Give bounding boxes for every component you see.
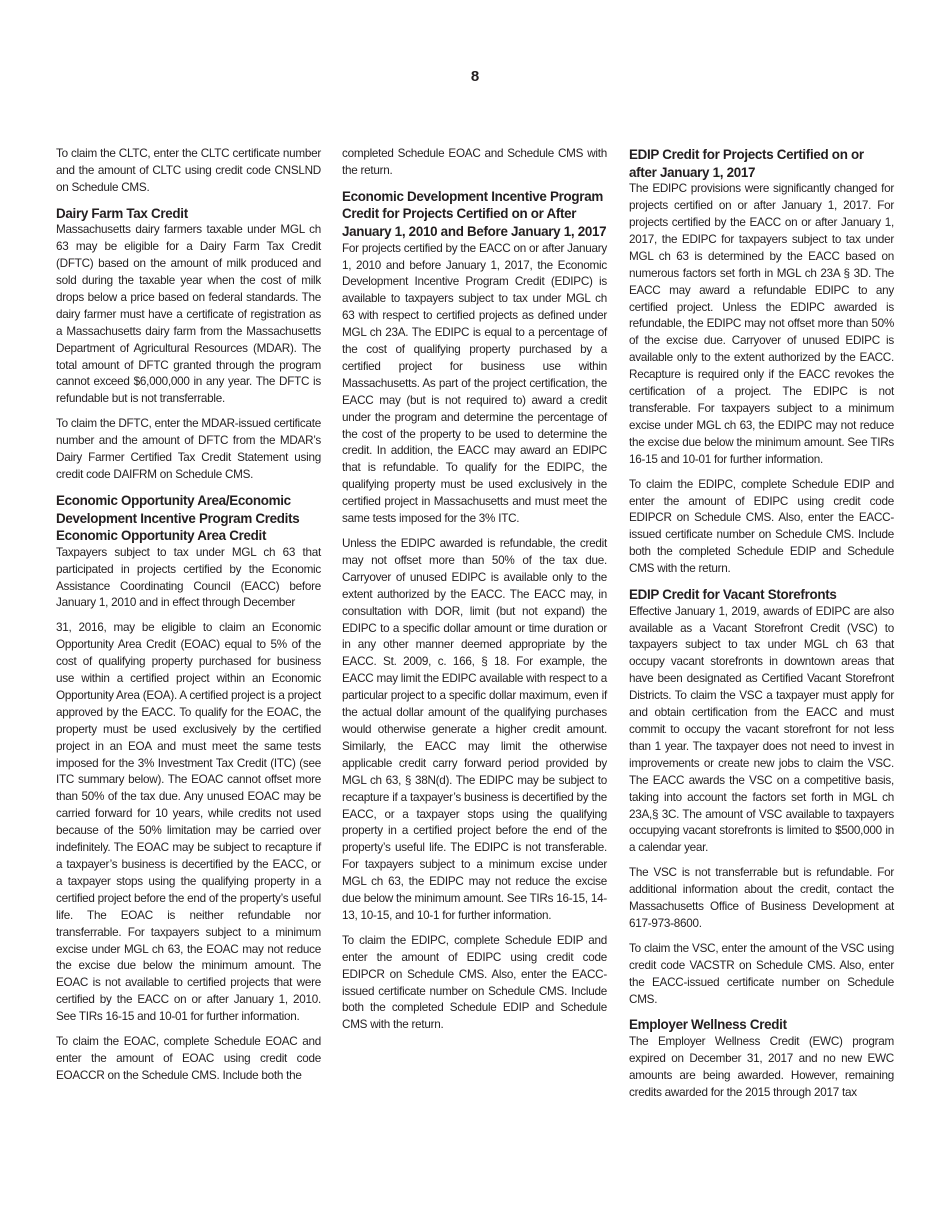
edip-2010-paragraph-1: For projects certified by the EACC on or after January 1, 2010 and before January 1, 2017, the Economic Development Incentive Program Credit (EDIPC) is available to taxpayers subject to tax under MGL ch 63 with respect to certified projects as defined under MGL ch 23A. The EDIPC is equal to a percentage of the cost of qualifying property purchased by a certified project for business use within Massachusetts. As part of the project certification, the EACC may (but is not required to) award a credit under the program and determine the percentage of the cost of the property to be used to determine the credit. In addition, the EACC may award an EDIPC that is refundable. To qualify for the EDIPC, the qualifying property must be used exclusively in the certified project in Massachusetts and must meet the same tests imposed for the 3% ITC.	[342, 241, 607, 526]
column-right	[629, 146, 894, 1102]
page-number: 8	[470, 68, 480, 85]
vsc-paragraph-2: The VSC is not transferrable but is refundable. For additional information about the credit, contact the Massachusetts Office of Business Development at 617-973-8600.	[629, 866, 894, 930]
edip-2010-heading: Economic Development Incentive Program Credit for Projects Certified on or After January 1, 2010 and Before January 1, 2017	[342, 188, 607, 239]
column-middle	[342, 146, 607, 1034]
column-left	[56, 146, 321, 1085]
dairy-farm-claim-paragraph: To claim the DFTC, enter the MDAR-issued certificate number and the amount of DFTC from the MDAR’s Dairy Farmer Certified Tax Credit Statement using credit code DAIFRM on Schedule CMS.	[56, 417, 321, 481]
dairy-farm-heading: Dairy Farm Tax Credit	[56, 205, 188, 221]
edip-2017-paragraph: The EDIPC provisions were significantly changed for projects certified on or after January 1, 2017. For projects certified by the EACC on or after January 1, 2017, the EDIPC for taxpayers subject to tax under MGL ch 63 is determined by the EACC based on numerous factors set forth in MGL ch 23A § 3D. The EACC may award a refundable EDIPC to any certified project. Unless the EDIPC awarded is refundable, the EDIPC may not offset more than 50% of the excise due. Carryover of unused EDIPC is available only to the extent authorized by the EACC. Recapture is required only if the EACC revokes the certification of a project. The EDIPC is not transferable. For taxpayers subject to a minimum excise under MGL ch 63, the EDIPC may not reduce the excise due below the minimum amount. See TIRs 16-15 and 10-01 for further information.	[629, 182, 894, 466]
employer-wellness-heading: Employer Wellness Credit	[629, 1017, 787, 1033]
eoac-paragraph-1: Taxpayers subject to tax under MGL ch 63 that participated in projects certified by the Economic Assistance Coordinating Council (EACC) before January 1, 2010 and in effect through December	[56, 545, 321, 610]
eoac-paragraph-2: 31, 2016, may be eligible to claim an Economic Opportunity Area Credit (EOAC) equal to 5% of the cost of qualifying property purchased for business use within a certified project within an Economic Opportunity Area (EOA). A certified project is a project approved by the EACC. To qualify for the EOAC, the property must be used exclusively by the certified project in an EOA and must meet the same tests imposed for the 3% Investment Tax Credit (ITC) (see ITC summary below). The EOAC cannot offset more than 50% of the tax due. Any unused EOAC may be carried forward for 10 years, while credits not used because of the 50% limitation may be carried over indefinitely. The EOAC may be subject to recapture if a taxpayer’s business is decertified by the EACC, or a taxpayer stops using the qualifying property in a certified project before the end of the property’s useful life. The EOAC is neither refundable nor transferrable. For taxpayers subject to a minimum excise under MGL ch 63, the EOAC may not reduce the excise due below the minimum amount. The EOAC is not available to certified projects that were certified by the EACC on or after January 1, 2010. See TIRs 16-15 and 10-01 for further information.	[56, 621, 321, 1024]
eoac-claim-continued: completed Schedule EOAC and Schedule CMS with the return.	[342, 147, 607, 177]
ewc-paragraph: The Employer Wellness Credit (EWC) program expired on December 31, 2017 and no new EWC amounts are being awarded. However, remaining credits awarded for the 2015 through 2017 tax	[629, 1035, 894, 1099]
eoac-claim-paragraph: To claim the EOAC, complete Schedule EOAC and enter the amount of EOAC using credit code EOACCR on the Schedule CMS. Include both the	[56, 1035, 321, 1082]
vacant-storefronts-heading: EDIP Credit for Vacant Storefronts	[629, 587, 837, 603]
vsc-paragraph-1: Effective January 1, 2019, awards of EDIPC are also available as a Vacant Storefront Credit (VSC) to taxpayers subject to tax under MGL ch 63 that occupy vacant storefronts in downtown areas that have been designated as Certified Vacant Storefront Districts. To claim the VSC a taxpayer must apply for and obtain certification from the EACC and must commit to occupy the vacant storefront for not less than 1 year. The taxpayer does not need to invest in improvements or create new jobs to claim the VSC. The EACC awards the VSC on a competitive basis, taking into account the factors set forth in MGL ch 23A,§ 3C. The amount of VSC available to taxpayers occupying vacant storefronts is limited to $500,000 in a calendar year.	[629, 604, 894, 855]
edip-2010-claim-paragraph: To claim the EDIPC, complete Schedule EDIP and enter the amount of EDIPC using credit code EDIPCR on Schedule CMS. Also, enter the EACC-issued certificate number on Schedule CMS. Include both the completed Schedule EDIP and Schedule CMS with the return.	[342, 933, 607, 1032]
edip-2010-paragraph-2: Unless the EDIPC awarded is refundable, the credit may not offset more than 50% of the tax due. Carryover of unused EDIPC is available only to the extent authorized by the EACC. The EACC may, in consultation with DOR, limit (but not expand) the EDIPC to a specific dollar amount or time duration or in any other manner deemed appropriate by the EACC. St. 2009, c. 166, § 18. For example, the EACC may limit the EDIPC available with respect to a particular project to a specific dollar maximum, even if the actual dollar amount of the qualifying purchases would otherwise generate a higher credit amount. Similarly, the EACC may limit the otherwise applicable credit carry forward period provided by MGL ch 63, § 38N(d). The EDIPC may be subject to recapture if a taxpayer’s business is decertified by the EACC, or a taxpayer stops using the qualifying property in a certified project before the end of the property’s useful life. The EDIPC is not transferable. For taxpayers subject to a minimum excise under MGL ch 63, the EDIPC may not reduce the excise due below the minimum amount. See TIRs 16-15, 14-13, 10-15, and 10-1 for further information.	[342, 537, 608, 922]
eoa-edip-heading: Economic Opportunity Area/Economic Development Incentive Program Credits	[56, 492, 300, 526]
cltc-claim-paragraph: To claim the CLTC, enter the CLTC certificate number and the amount of CLTC using credit code CNSLND on Schedule CMS.	[56, 147, 321, 194]
vsc-claim-paragraph: To claim the VSC, enter the amount of the VSC using credit code VACSTR on Schedule CMS. Also, enter the EACC-issued certificate number on Schedule CMS.	[629, 941, 894, 1006]
eoac-heading: Economic Opportunity Area Credit	[56, 528, 267, 544]
edip-2017-claim-paragraph: To claim the EDIPC, complete Schedule EDIP and enter the amount of EDIPC using credit code EDIPCR on Schedule CMS. Also, enter the EACC-issued certificate number on Schedule CMS. Include both the completed Schedule EDIP and Schedule CMS with the return.	[629, 477, 894, 576]
dairy-farm-paragraph: Massachusetts dairy farmers taxable under MGL ch 63 may be eligible for a Dairy Farm Tax Credit (DFTC) based on the amount of milk produced and sold during the taxable year when the cost of milk drops below a price based on federal standards. The dairy farmer must have a certificate of registration as a Massachusetts dairy farm from the Massachusetts Department of Agricultural Resources (MDAR). The total amount of DFTC granted through the program cannot exceed $6,000,000 in any year. The DFTC is refundable but is not transferrable.	[56, 223, 321, 406]
edip-2017-heading: EDIP Credit for Projects Certified on or after January 1, 2017	[629, 147, 864, 180]
